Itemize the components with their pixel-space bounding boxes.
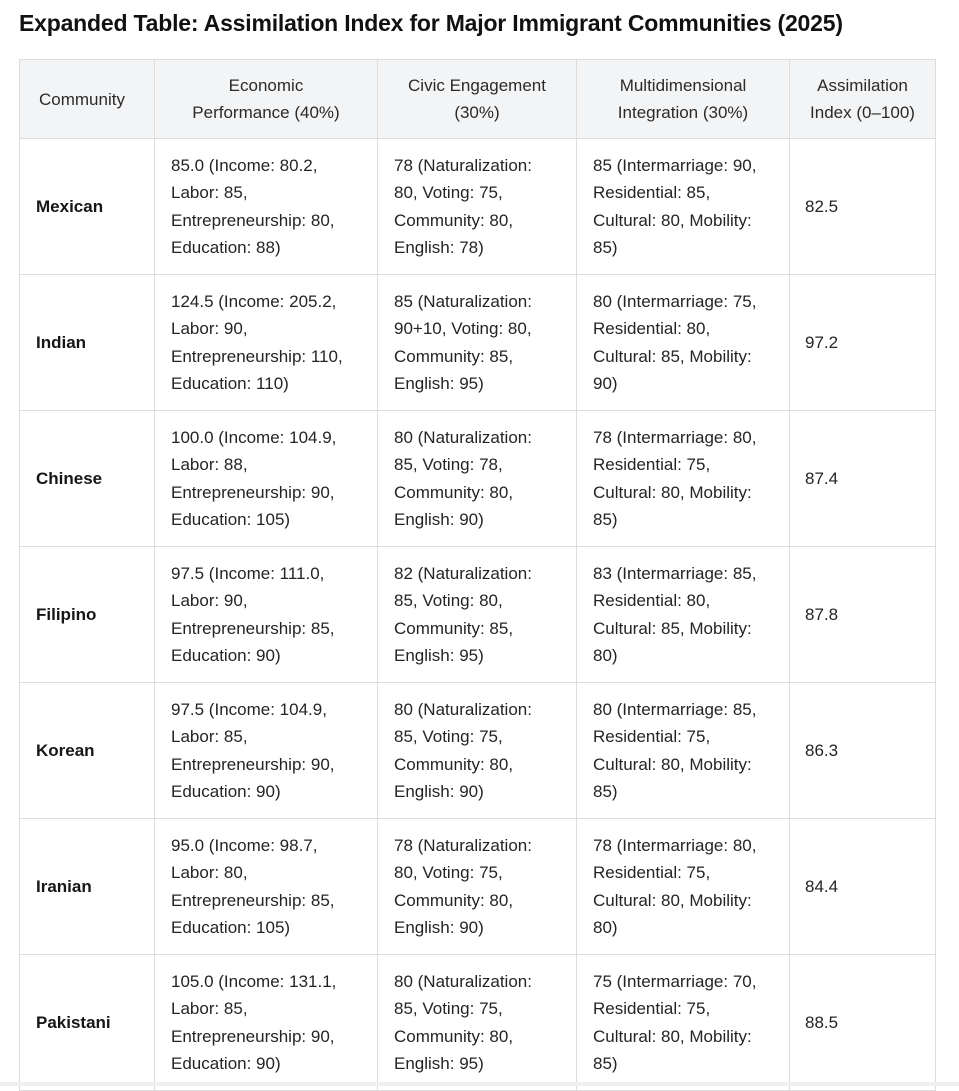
multi-cell-line: Residential: 75, <box>593 999 711 1019</box>
multi-cell-line: 85) <box>593 781 618 801</box>
civic-cell-line: 82 (Naturalization: <box>394 563 532 583</box>
economic-cell <box>155 139 378 275</box>
civic-cell-line: 85, Voting: 75, <box>394 727 503 747</box>
civic-cell <box>378 411 577 547</box>
economic-cell-line: Entrepreneurship: 90, <box>171 754 335 774</box>
multi-cell-line: 85) <box>593 237 618 257</box>
civic-cell-line: English: 95) <box>394 645 484 665</box>
economic-cell-line: Labor: 88, <box>171 455 248 475</box>
community-cell: Mexican <box>20 139 155 275</box>
table-row <box>20 275 936 411</box>
index-cell: 87.8 <box>790 547 936 683</box>
civic-cell-line: Community: 80, <box>394 482 514 502</box>
civic-cell <box>378 275 577 411</box>
civic-cell-line: 85, Voting: 80, <box>394 591 503 611</box>
multi-cell-line: 80) <box>593 917 618 937</box>
multi-cell-line: Cultural: 85, Mobility: <box>593 618 752 638</box>
economic-cell-line: Education: 105) <box>171 917 291 937</box>
header-index-line: Index (0–100) <box>810 103 915 122</box>
economic-cell-line: 85.0 (Income: 80.2, <box>171 155 318 175</box>
economic-cell-line: Entrepreneurship: 85, <box>171 890 335 910</box>
civic-cell-line: 80, Voting: 75, <box>394 183 503 203</box>
multi-cell-line: 90) <box>593 373 618 393</box>
multi-cell-line: Cultural: 80, Mobility: <box>593 890 752 910</box>
civic-cell-line: Community: 80, <box>394 890 514 910</box>
multi-cell-line: 78 (Intermarriage: 80, <box>593 427 757 447</box>
index-cell: 87.4 <box>790 411 936 547</box>
multi-cell-line: 83 (Intermarriage: 85, <box>593 563 757 583</box>
economic-cell-line: Labor: 90, <box>171 319 248 339</box>
header-civic-line: Civic Engagement <box>408 76 546 95</box>
multi-cell-line: Cultural: 80, Mobility: <box>593 754 752 774</box>
civic-cell-line: 78 (Naturalization: <box>394 835 532 855</box>
economic-cell <box>155 683 378 819</box>
economic-cell <box>155 547 378 683</box>
multi-cell-line: Residential: 75, <box>593 455 711 475</box>
table-row <box>20 819 936 955</box>
multi-cell-line: 80 (Intermarriage: 75, <box>593 291 757 311</box>
multi-cell-line: 80) <box>593 645 618 665</box>
civic-cell-line: 85, Voting: 78, <box>394 455 503 475</box>
community-cell: Iranian <box>20 819 155 955</box>
civic-cell-line: English: 95) <box>394 1053 484 1073</box>
multi-cell <box>577 955 790 1091</box>
assimilation-table <box>19 59 936 1091</box>
economic-cell-line: 95.0 (Income: 98.7, <box>171 835 318 855</box>
header-multidimensional <box>577 60 790 139</box>
header-index-line: Assimilation <box>817 76 908 95</box>
economic-cell-line: Labor: 80, <box>171 863 248 883</box>
header-multi-line: Multidimensional <box>619 76 747 95</box>
multi-cell-line: 85) <box>593 509 618 529</box>
multi-cell-line: 85) <box>593 1053 618 1073</box>
table-row <box>20 683 936 819</box>
civic-cell-line: 80 (Naturalization: <box>394 971 532 991</box>
multi-cell-line: Cultural: 80, Mobility: <box>593 1026 752 1046</box>
economic-cell-line: Labor: 90, <box>171 591 248 611</box>
multi-cell-line: Cultural: 80, Mobility: <box>593 210 752 230</box>
multi-cell-line: 85 (Intermarriage: 90, <box>593 155 757 175</box>
header-multi-line: Integration (30%) <box>617 103 749 122</box>
multi-cell-line: 80 (Intermarriage: 85, <box>593 699 757 719</box>
economic-cell-line: Entrepreneurship: 110, <box>171 346 343 366</box>
economic-cell-line: 100.0 (Income: 104.9, <box>171 427 337 447</box>
index-cell: 84.4 <box>790 819 936 955</box>
table-row <box>20 547 936 683</box>
economic-cell-line: Education: 90) <box>171 1053 281 1073</box>
economic-cell <box>155 411 378 547</box>
civic-cell <box>378 819 577 955</box>
multi-cell-line: Cultural: 85, Mobility: <box>593 346 752 366</box>
civic-cell-line: 80 (Naturalization: <box>394 427 532 447</box>
civic-cell-line: 80, Voting: 75, <box>394 863 503 883</box>
economic-cell <box>155 955 378 1091</box>
civic-cell-line: Community: 85, <box>394 618 514 638</box>
multi-cell-line: Residential: 80, <box>593 319 711 339</box>
header-economic-line: Economic <box>228 76 304 95</box>
multi-cell-line: Residential: 80, <box>593 591 711 611</box>
header-community: Community <box>20 60 155 139</box>
civic-cell-line: English: 90) <box>394 781 484 801</box>
civic-cell-line: 80 (Naturalization: <box>394 699 532 719</box>
table-row <box>20 139 936 275</box>
multi-cell-line: Residential: 75, <box>593 863 711 883</box>
multi-cell <box>577 275 790 411</box>
header-civic <box>378 60 577 139</box>
community-cell: Indian <box>20 275 155 411</box>
economic-cell-line: Entrepreneurship: 85, <box>171 618 335 638</box>
community-cell: Korean <box>20 683 155 819</box>
multi-cell-line: Cultural: 80, Mobility: <box>593 482 752 502</box>
economic-cell-line: 97.5 (Income: 104.9, <box>171 699 327 719</box>
index-cell: 86.3 <box>790 683 936 819</box>
civic-cell-line: Community: 85, <box>394 346 514 366</box>
header-economic-line: Performance (40%) <box>192 103 340 122</box>
civic-cell-line: 90+10, Voting: 80, <box>394 319 532 339</box>
civic-cell <box>378 683 577 819</box>
civic-cell <box>378 955 577 1091</box>
table-body <box>20 139 936 1091</box>
civic-cell-line: 85, Voting: 75, <box>394 999 503 1019</box>
civic-cell-line: Community: 80, <box>394 754 514 774</box>
multi-cell-line: 78 (Intermarriage: 80, <box>593 835 757 855</box>
multi-cell-line: 75 (Intermarriage: 70, <box>593 971 757 991</box>
civic-cell <box>378 547 577 683</box>
multi-cell <box>577 411 790 547</box>
economic-cell-line: Education: 90) <box>171 645 281 665</box>
civic-cell-line: Community: 80, <box>394 210 514 230</box>
table-row <box>20 411 936 547</box>
civic-cell-line: English: 95) <box>394 373 484 393</box>
economic-cell-line: Entrepreneurship: 80, <box>171 210 335 230</box>
civic-cell-line: English: 90) <box>394 509 484 529</box>
index-cell: 97.2 <box>790 275 936 411</box>
multi-cell-line: Residential: 85, <box>593 183 711 203</box>
header-economic <box>155 60 378 139</box>
economic-cell-line: Labor: 85, <box>171 183 248 203</box>
economic-cell-line: Entrepreneurship: 90, <box>171 482 335 502</box>
civic-cell-line: Community: 80, <box>394 1026 514 1046</box>
economic-cell <box>155 819 378 955</box>
table-row <box>20 955 936 1091</box>
economic-cell-line: 105.0 (Income: 131.1, <box>171 971 337 991</box>
page-title: Expanded Table: Assimilation Index for Major Immigrant Communities (2025) <box>19 10 843 36</box>
economic-cell-line: Education: 110) <box>171 373 289 393</box>
multi-cell <box>577 819 790 955</box>
multi-cell-line: Residential: 75, <box>593 727 711 747</box>
economic-cell-line: 97.5 (Income: 111.0, <box>171 563 325 583</box>
economic-cell-line: 124.5 (Income: 205.2, <box>171 291 337 311</box>
civic-cell-line: 85 (Naturalization: <box>394 291 532 311</box>
economic-cell-line: Entrepreneurship: 90, <box>171 1026 335 1046</box>
economic-cell <box>155 275 378 411</box>
multi-cell <box>577 139 790 275</box>
header-index <box>790 60 936 139</box>
community-cell: Chinese <box>20 411 155 547</box>
civic-cell-line: 78 (Naturalization: <box>394 155 532 175</box>
community-cell: Filipino <box>20 547 155 683</box>
index-cell: 88.5 <box>790 955 936 1091</box>
multi-cell <box>577 683 790 819</box>
index-cell: 82.5 <box>790 139 936 275</box>
community-cell: Pakistani <box>20 955 155 1091</box>
table-header-row <box>20 60 936 139</box>
civic-cell-line: English: 90) <box>394 917 484 937</box>
multi-cell <box>577 547 790 683</box>
economic-cell-line: Education: 88) <box>171 237 281 257</box>
economic-cell-line: Labor: 85, <box>171 999 248 1019</box>
civic-cell <box>378 139 577 275</box>
economic-cell-line: Education: 90) <box>171 781 281 801</box>
header-civic-line: (30%) <box>454 103 500 122</box>
economic-cell-line: Education: 105) <box>171 509 291 529</box>
civic-cell-line: English: 78) <box>394 237 484 257</box>
bottom-divider <box>0 1082 959 1086</box>
economic-cell-line: Labor: 85, <box>171 727 248 747</box>
